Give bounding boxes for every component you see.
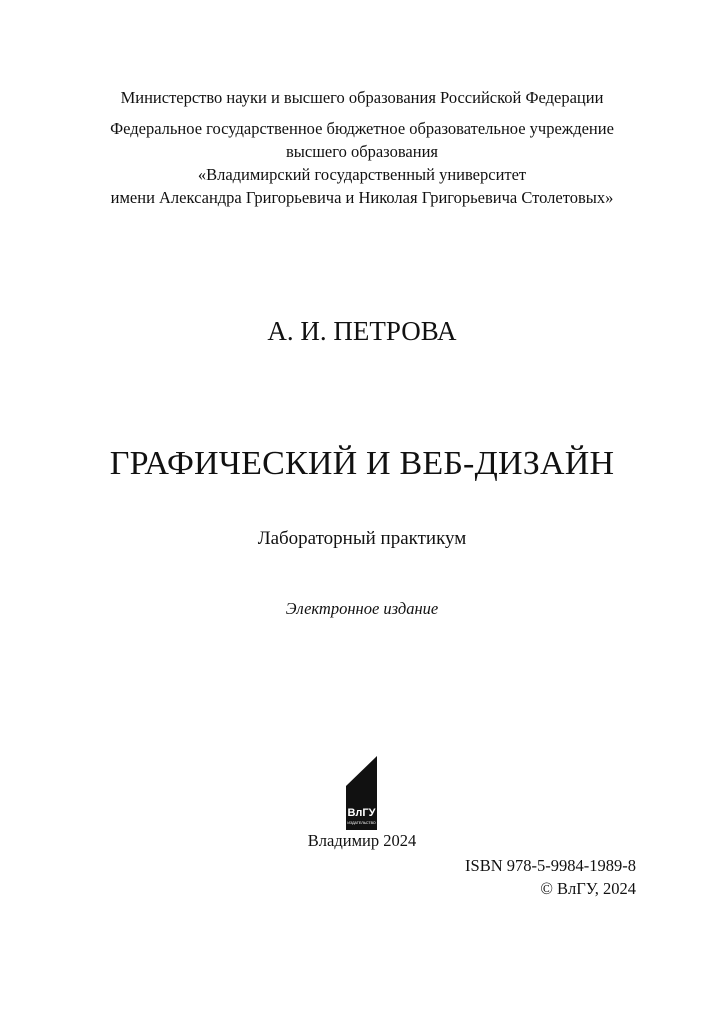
edition-note: Электронное издание (285, 599, 439, 618)
book-title: ГРАФИЧЕСКИЙ И ВЕБ-ДИЗАЙН (109, 445, 615, 482)
book-subtitle: Лабораторный практикум (257, 528, 467, 549)
city-year: Владимир 2024 (307, 831, 417, 850)
institution-header (0, 86, 724, 209)
university-line-1: «Владимирский государственный университет (197, 165, 527, 184)
institution-line-1: Федеральное государственное бюджетное образовательное учреждение (110, 119, 614, 138)
copyright-line: © ВлГУ, 2024 (540, 879, 636, 898)
publisher-logo (340, 754, 382, 834)
institution-line-2: высшего образования (286, 142, 438, 161)
logo-subtext: ИЗДАТЕЛЬСТВО (347, 821, 376, 825)
isbn-line: ISBN 978-5-9984-1989-8 (465, 856, 636, 875)
header-gap (0, 109, 724, 117)
university-line-2: имени Александра Григорьевича и Николая Григорьевича Столетовых» (110, 188, 614, 207)
publisher-logo-icon (340, 754, 382, 834)
logo-text: ВлГУ (347, 807, 376, 819)
ministry-line: Министерство науки и высшего образования Российской Федерации (120, 88, 604, 107)
author-name: А. И. ПЕТРОВА (267, 316, 457, 346)
isbn-block (465, 854, 636, 900)
